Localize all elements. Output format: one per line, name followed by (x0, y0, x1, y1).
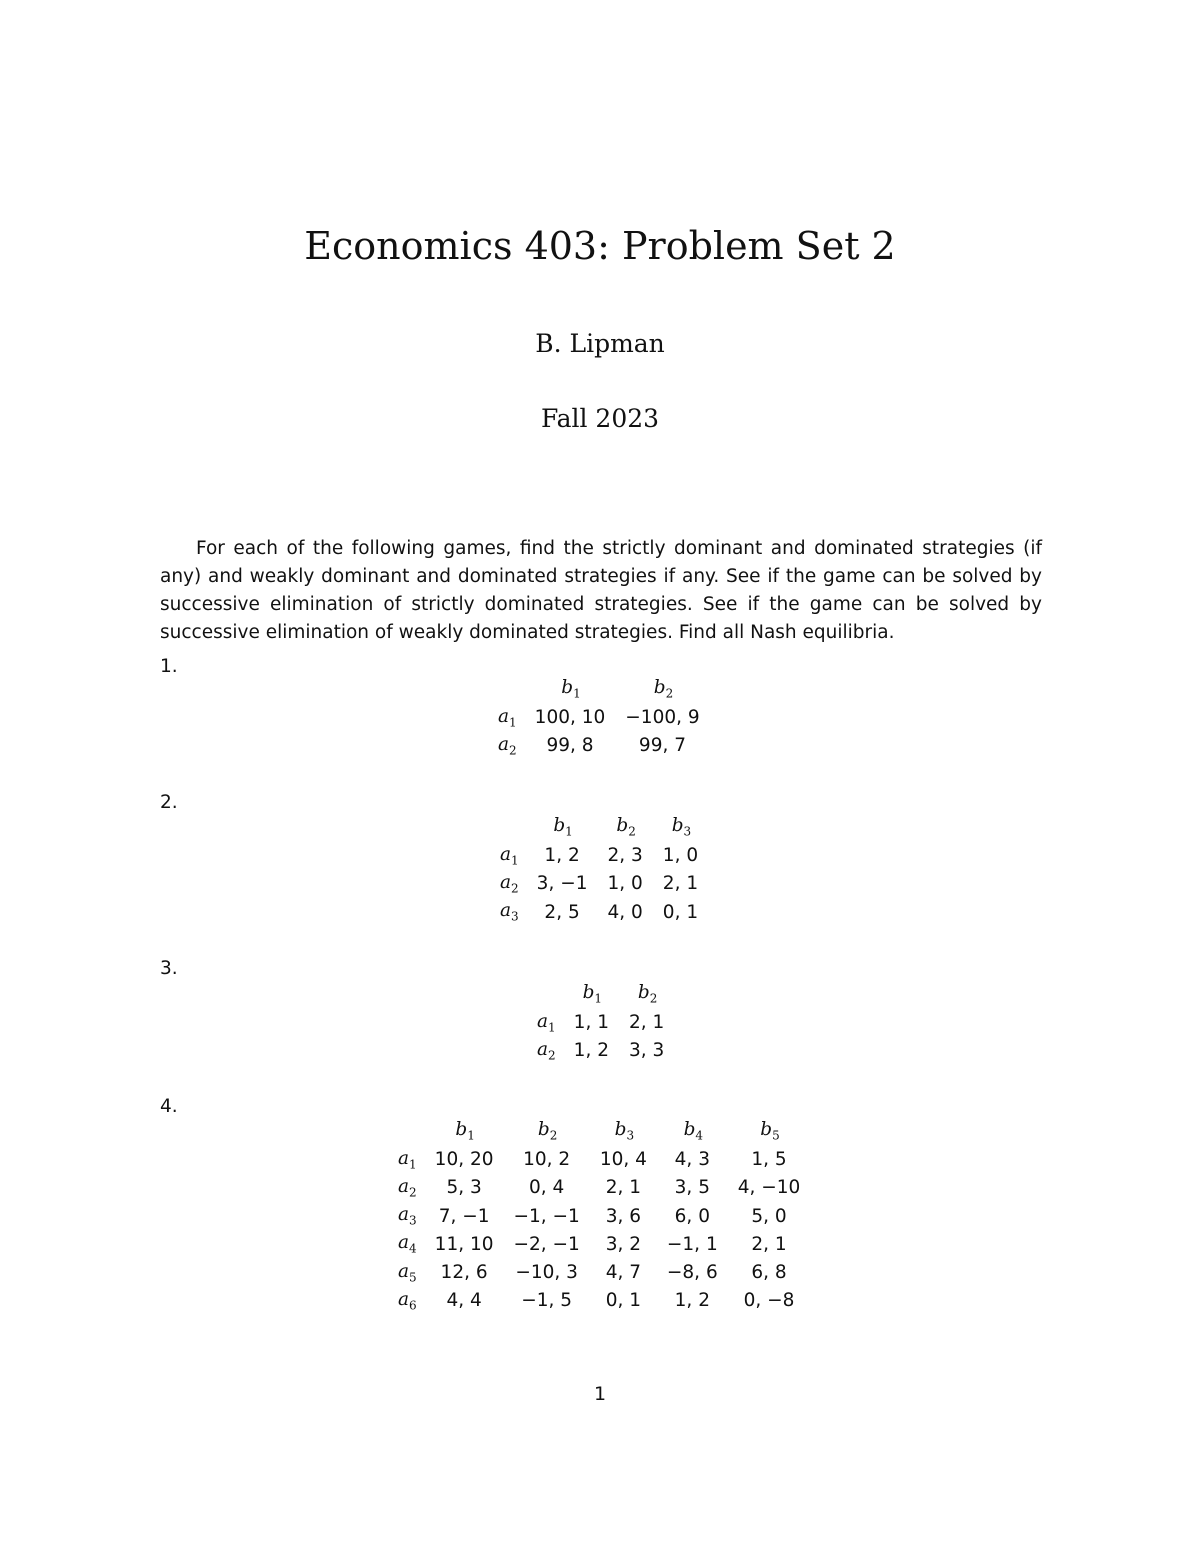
payoff-cell: −1, −1 (513, 1205, 580, 1227)
matrix-header-row (527, 980, 674, 1008)
payoff-cell: 3, 6 (605, 1205, 642, 1227)
payoff-cell: 10, 4 (599, 1148, 647, 1170)
payoff-matrix (490, 813, 708, 926)
payoff-cell: 12, 6 (440, 1262, 488, 1284)
matrix-row (488, 732, 710, 760)
payoff-cell: −8, 6 (666, 1262, 718, 1284)
column-strategy-label: $b_3$ (614, 1119, 635, 1143)
matrix-row (388, 1230, 810, 1258)
payoff-cell: −10, 3 (515, 1262, 578, 1284)
payoff-cell: 4, 7 (605, 1262, 642, 1284)
row-strategy-label: $a_2$ (500, 871, 519, 896)
payoff-cell: −1, 1 (666, 1233, 718, 1255)
payoff-cell: 2, 1 (628, 1011, 665, 1033)
payoff-matrix (527, 980, 674, 1065)
column-strategy-label: $b_3$ (671, 815, 692, 839)
payoff-cell: 0, −8 (743, 1290, 795, 1312)
payoff-cell: −100, 9 (625, 706, 700, 728)
matrix-corner (490, 813, 527, 841)
payoff-cell: 2, 3 (607, 844, 643, 866)
payoff-cell: 1, 2 (544, 844, 580, 866)
payoff-cell: 1, 1 (573, 1011, 609, 1033)
problem-number: 1. (160, 656, 178, 677)
matrix-header-row (388, 1117, 810, 1145)
matrix-header-row (488, 675, 710, 703)
matrix-row (527, 1037, 674, 1065)
payoff-matrix (488, 675, 710, 760)
row-strategy-label: $a_2$ (498, 733, 517, 758)
row-strategy-label: $a_3$ (398, 1204, 417, 1228)
matrix-row (388, 1174, 810, 1202)
problem-number: 2. (160, 792, 178, 813)
column-strategy-label: $b_2$ (537, 1119, 558, 1143)
payoff-cell: 3, 2 (605, 1233, 642, 1255)
payoff-matrix (388, 1117, 810, 1315)
matrix-corner (488, 675, 525, 703)
matrix-corner (388, 1117, 425, 1145)
matrix-row (490, 898, 708, 926)
payoff-cell: 11, 10 (434, 1233, 494, 1255)
row-strategy-label: $a_4$ (398, 1232, 417, 1257)
payoff-cell: 2, 1 (662, 873, 699, 895)
matrix-row (388, 1258, 810, 1286)
column-strategy-label: $b_2$ (616, 815, 636, 839)
payoff-cell: 7, −1 (438, 1205, 490, 1227)
matrix-row (388, 1202, 810, 1230)
payoff-cell: 0, 1 (662, 901, 699, 923)
matrix-row (527, 1008, 674, 1036)
column-strategy-label: $b_1$ (455, 1119, 475, 1143)
row-strategy-label: $a_2$ (537, 1038, 556, 1063)
payoff-cell: −1, 5 (521, 1290, 573, 1312)
payoff-cell: 3, 5 (674, 1177, 710, 1199)
page-title: Economics 403: Problem Set 2 (304, 224, 896, 268)
payoff-cell: 5, 0 (751, 1205, 787, 1227)
payoff-cell: 99, 8 (546, 735, 594, 757)
payoff-cell: 4, 3 (674, 1148, 710, 1170)
payoff-cell: 100, 10 (534, 706, 606, 728)
column-strategy-label: $b_1$ (582, 982, 603, 1006)
matrix-row (388, 1287, 810, 1315)
column-strategy-label: $b_4$ (683, 1119, 704, 1143)
payoff-cell: 1, 2 (674, 1290, 710, 1312)
matrix-header-row (490, 813, 708, 841)
column-strategy-label: $b_1$ (561, 677, 581, 701)
payoff-cell: 1, 5 (751, 1148, 787, 1170)
payoff-cell: 2, 5 (544, 901, 580, 923)
payoff-cell: −2, −1 (513, 1233, 580, 1255)
payoff-cell: 2, 1 (605, 1177, 642, 1199)
payoff-cell: 10, 20 (434, 1148, 494, 1170)
row-strategy-label: $a_2$ (398, 1175, 417, 1200)
payoff-cell: 1, 0 (662, 844, 699, 866)
row-strategy-label: $a_5$ (398, 1260, 417, 1285)
matrix-row (488, 703, 710, 731)
payoff-cell: 10, 2 (523, 1148, 571, 1170)
payoff-cell: 3, 3 (628, 1040, 665, 1062)
row-strategy-label: $a_1$ (398, 1147, 417, 1172)
row-strategy-label: $a_6$ (398, 1289, 417, 1313)
column-strategy-label: $b_2$ (637, 982, 658, 1006)
row-strategy-label: $a_3$ (500, 900, 519, 924)
matrix-row (388, 1145, 810, 1173)
column-strategy-label: $b_1$ (553, 815, 573, 839)
date: Fall 2023 (540, 404, 660, 433)
row-strategy-label: $a_1$ (500, 843, 519, 868)
payoff-cell: 4, −10 (737, 1177, 801, 1199)
author: B. Lipman (535, 329, 665, 358)
payoff-cell: 0, 4 (529, 1177, 565, 1199)
row-strategy-label: $a_1$ (537, 1010, 556, 1035)
payoff-cell: 3, −1 (536, 873, 588, 895)
page-number: 1 (593, 1383, 607, 1405)
column-strategy-label: $b_2$ (653, 677, 674, 701)
payoff-cell: 0, 1 (605, 1290, 642, 1312)
payoff-cell: 1, 0 (607, 873, 643, 895)
row-strategy-label: $a_1$ (498, 705, 517, 730)
matrix-row (490, 841, 708, 869)
payoff-cell: 6, 0 (674, 1205, 710, 1227)
instructions-paragraph: For each of the following games, find the strictly dominant and dominated strategies (if any) and weakly dominant and dominated strategies if any. See if the game can be solved by successive elimination of strictly dominated strategies. See if the game can be solved by successive elimination of weakly dominated strategies. Find all Nash equilibria. (160, 537, 1042, 644)
problem-number: 3. (160, 958, 178, 979)
payoff-cell: 5, 3 (446, 1177, 482, 1199)
matrix-row (490, 870, 708, 898)
payoff-cell: 2, 1 (751, 1233, 787, 1255)
payoff-cell: 1, 2 (573, 1040, 609, 1062)
column-strategy-label: $b_5$ (760, 1119, 780, 1143)
matrix-corner (527, 980, 564, 1008)
payoff-cell: 4, 4 (446, 1290, 482, 1312)
payoff-cell: 99, 7 (638, 735, 686, 757)
payoff-cell: 4, 0 (607, 901, 643, 923)
problem-number: 4. (160, 1096, 178, 1117)
payoff-cell: 6, 8 (751, 1262, 787, 1284)
